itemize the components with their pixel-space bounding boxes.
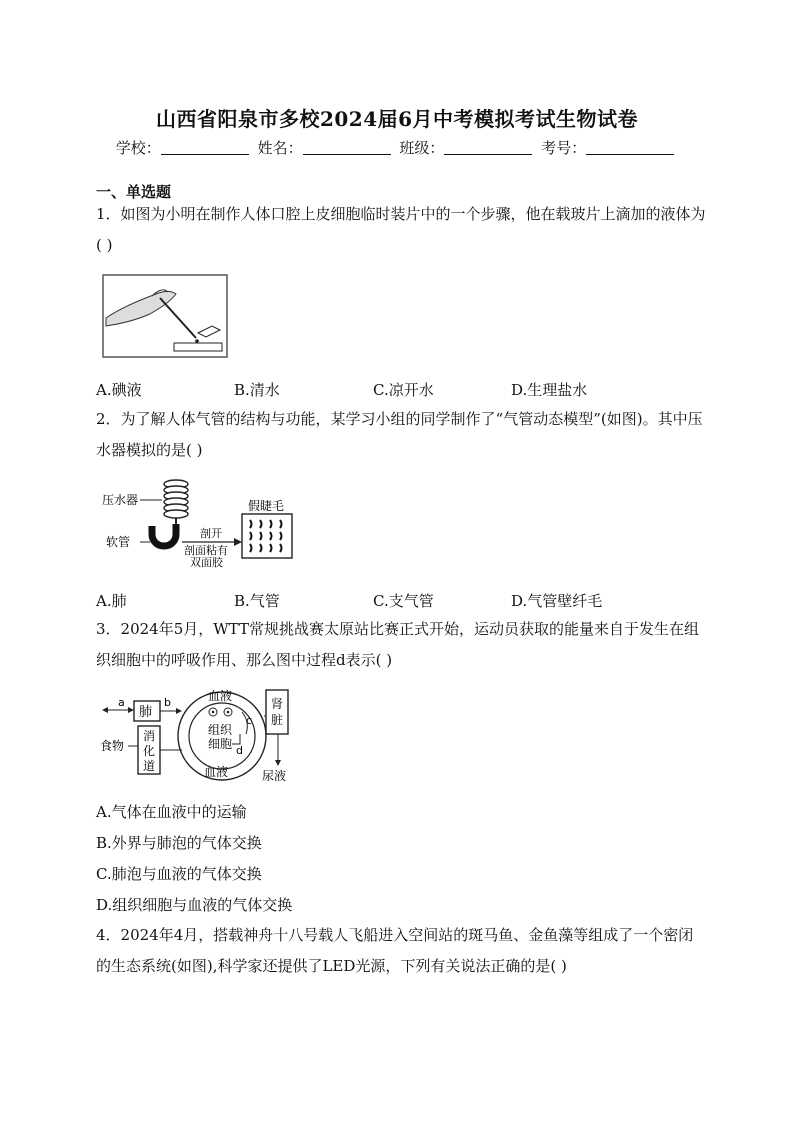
question-3-text: 3．2024年5月，WTT常规挑战赛太原站比赛正式开始，运动员获取的能量来自于发生在组织细胞中的呼吸作用、那么图中过程d表示( ) [96,620,699,669]
question-2-figure [100,476,300,568]
q2-option-d[interactable]: D.气管壁纤毛 [511,592,603,610]
q2-option-c[interactable]: C.支气管 [373,592,434,610]
tube-label: 软管 [106,535,131,549]
lung-label: 肺 [139,705,153,720]
label-d: d [236,744,243,757]
pump-coil-icon [164,480,188,526]
q3-option-b[interactable]: B.外界与肺泡的气体交换 [96,834,262,852]
urine-label: 尿液 [262,769,287,783]
question-1-text: 1．如图为小明在制作人体口腔上皮细胞临时装片中的一个步骤，他在载玻片上滴加的液体为( ) [96,205,706,254]
digest-char-3: 道 [143,759,156,773]
cell-nucleus-1 [212,711,215,714]
cell-nucleus-2 [227,711,230,714]
label-c: c [246,714,253,727]
label-b: b [164,696,171,709]
number-blank[interactable] [586,140,674,155]
arrow-a-head-icon [128,707,134,713]
kidney-char-1: 肾 [271,697,284,711]
arrow-head-icon [234,538,242,546]
question-4-text: 4．2024年4月，搭载神舟十八号载人飞船进入空间站的斑马鱼、金鱼藻等组成了一个密闭的生态系统(如图),科学家还提供了LED光源，下列有关说法正确的是( ) [96,926,694,975]
glue-label-1: 剖面粘有 [184,544,228,557]
pump-label: 压水器 [102,493,139,507]
student-info-line [0,137,794,158]
name-label: 姓名： [257,139,303,157]
digest-char-2: 化 [143,744,156,758]
q3-option-c[interactable]: C.肺泡与血液的气体交换 [96,865,262,883]
q3-option-a[interactable]: A.气体在血液中的运输 [96,803,247,821]
q1-option-a[interactable]: A.碘液 [96,381,142,399]
urine-arrow-head-icon [275,760,281,766]
q2-option-b[interactable]: B.气管 [234,592,280,610]
arrow-a-tail-icon [102,707,108,713]
q1-option-d[interactable]: D.生理盐水 [511,381,588,399]
soft-tube-icon [152,524,176,546]
glue-label-2: 双面胶 [190,556,223,568]
class-blank[interactable] [444,140,532,155]
q2-option-a[interactable]: A.肺 [96,592,127,610]
cilia-label: 假睫毛 [248,499,285,513]
section-heading: 一、单选题 [96,183,172,201]
name-blank[interactable] [303,140,391,155]
q3-option-d[interactable]: D.组织细胞与血液的气体交换 [96,896,293,914]
digest-char-1: 消 [143,729,156,743]
page-title: 山西省阳泉市多校2024届6月中考模拟考试生物试卷 [155,107,639,131]
q1-option-b[interactable]: B.清水 [234,381,280,399]
cut-label: 剖开 [200,527,222,540]
question-1-figure [100,272,230,360]
q1-option-c[interactable]: C.凉开水 [373,381,434,399]
process-d-arrow [232,734,240,744]
question-2-text: 2．为了解人体气管的结构与功能，某学习小组的同学制作了“气管动态模型”(如图)。其中压水器模拟的是( ) [96,410,703,459]
tissue-label-1: 组织 [208,723,233,737]
kidney-char-2: 脏 [271,713,284,727]
school-label: 学校： [115,139,161,157]
droplet-icon [195,339,199,343]
blood-top-label: 血液 [208,689,233,703]
tissue-label-2: 细胞 [208,737,233,751]
number-label: 考号： [541,139,587,157]
food-label: 食物 [100,739,125,753]
glass-slide [174,343,222,351]
label-a: a [118,696,125,709]
question-3-figure [100,684,292,790]
arrow-b-head-icon [176,708,182,714]
blood-bottom-label: 血液 [204,765,229,779]
class-label: 班级： [399,139,445,157]
school-blank[interactable] [161,140,249,155]
